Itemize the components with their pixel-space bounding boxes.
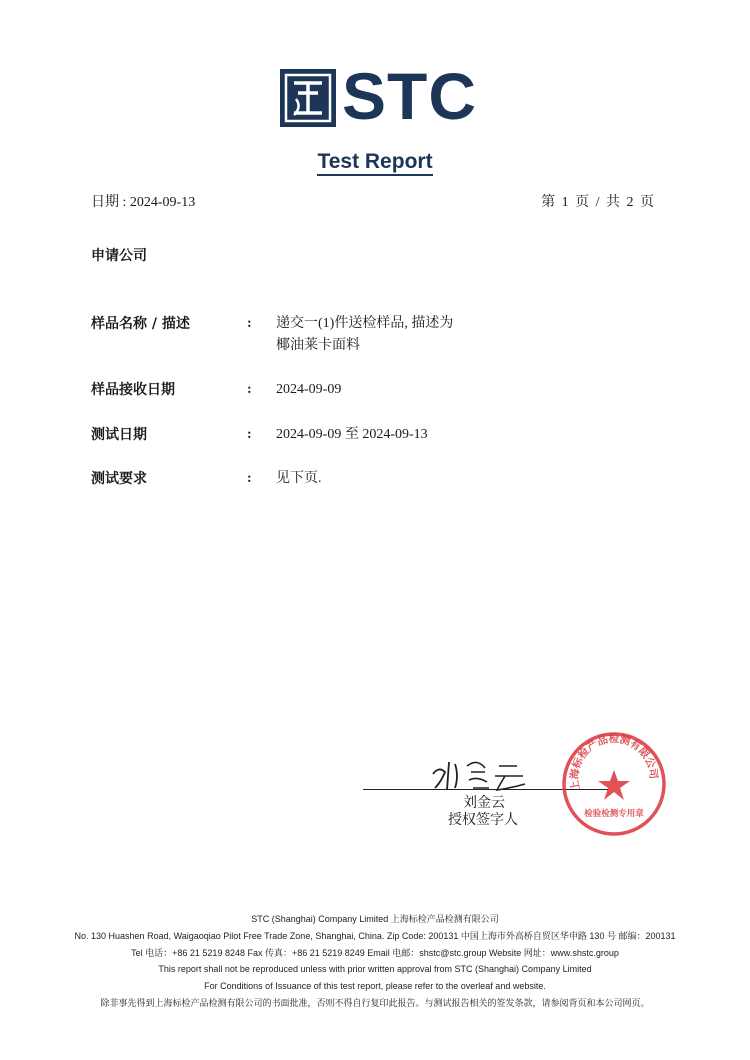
- stc-logo: [280, 59, 495, 133]
- field-label: 测试要求: [91, 471, 147, 487]
- field-value: 2024-09-09 至 2024-09-13: [276, 427, 428, 442]
- field-value: 2024-09-09: [276, 382, 342, 397]
- report-date: 日期 : 2024-09-13: [91, 195, 196, 210]
- signatory-title: 授权签字人: [448, 813, 518, 828]
- field-label: 测试日期: [91, 427, 147, 443]
- footer-conditions-notice: For Conditions of Issuance of this test report, please refer to the overleaf and website.: [204, 981, 546, 991]
- svg-text:上海标检产品检测有限公司: 上海标检产品检测有限公司: [568, 733, 660, 792]
- company-seal-stamp: [560, 730, 668, 838]
- report-title: Test Report: [0, 150, 750, 174]
- field-colon: :: [247, 427, 252, 442]
- field-colon: :: [247, 471, 252, 486]
- footer-company: STC (Shanghai) Company Limited 上海标检产品检测有限公司: [251, 914, 499, 924]
- page-indicator: 第 1 页 / 共 2 页: [541, 195, 654, 210]
- field-value: 递交一(1)件送检样品, 描述为 椰油莱卡面料: [276, 316, 454, 353]
- footer-contact: Tel 电话：+86 21 5219 8248 Fax 传真：+86 21 5219 8249 Email 电邮：shstc@stc.group Website 网址：www.shstc.group: [131, 948, 619, 958]
- field-label: 样品名称 / 描述: [91, 316, 190, 332]
- field-colon: :: [247, 382, 252, 397]
- footer-reproduction-notice: This report shall not be reproduced unless with prior written approval from STC (Shanghai) Company Limited: [158, 964, 592, 974]
- footer-chinese-notice: 除非事先得到上海标检产品检测有限公司的书面批准，否则不得自行复印此报告。与测试报告相关的签发条款，请参阅背页和本公司网页。: [100, 998, 650, 1008]
- svg-text:检验检测专用章: 检验检测专用章: [584, 809, 644, 819]
- field-label: 样品接收日期: [91, 382, 175, 398]
- footer-address: No. 130 Huashen Road, Waigaoqiao Pilot Free Trade Zone, Shanghai, China. Zip Code: 200131 中国上海市外高桥自贸区华申路 130 号 邮编：200131: [74, 931, 676, 941]
- stc-emblem-icon: [280, 69, 336, 127]
- applicant-label: 申请公司: [91, 248, 147, 264]
- field-value: 见下页.: [276, 471, 322, 486]
- field-colon: :: [247, 316, 252, 331]
- signatory-name: 刘金云: [463, 796, 505, 811]
- logo-wordmark: STC: [342, 59, 477, 133]
